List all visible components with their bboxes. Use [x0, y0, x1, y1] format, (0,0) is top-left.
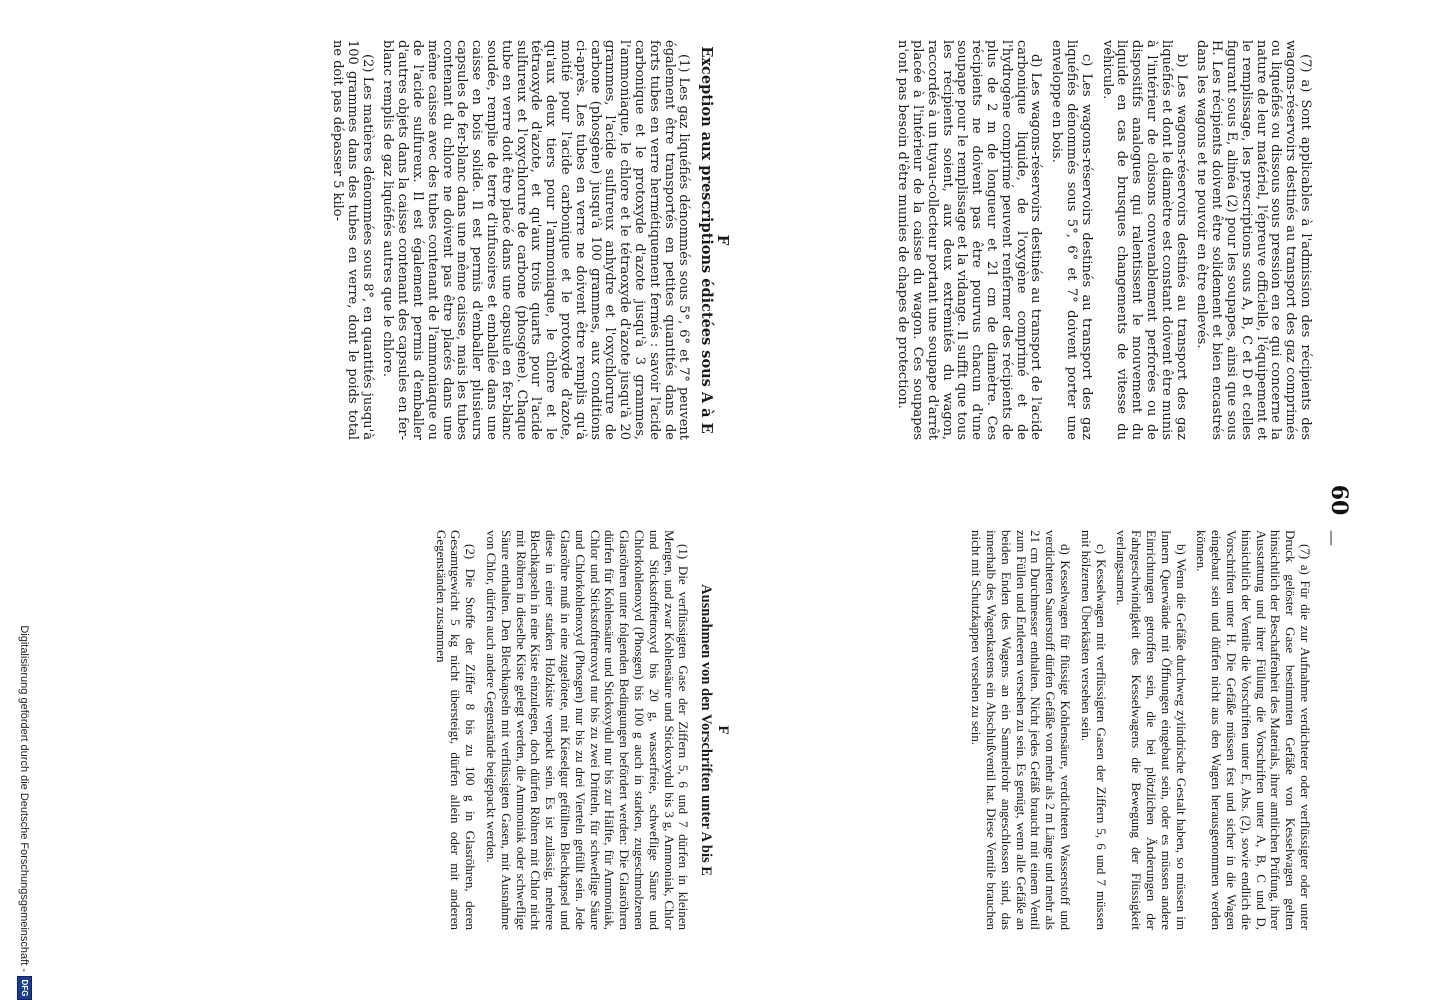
paragraph-7a-de: (7) a) Für die zur Aufnahme verdichteter oder verflüssigter oder unter Druck gelöster Gase bestimmten Gefäße von Kesselwagen gelten hinsichtlich der Beschaffenheit des Materials, ihrer amtlichen Prüfung, ihrer Ausstattung und ihrer Füllung die Vorschriften unter A, B, C und D, hinsichtlich der Ventile die Vorschriften unter E, Abs. (2), sowie endlich die Vorschriften unter H. Die Gefäße müssen fest und sicher in die Wagen eingebaut sein und dürfen nicht aus den Wagen herausgenommen werden können.: [1194, 530, 1313, 930]
dfg-logo: DFG: [17, 976, 32, 1000]
french-column-top: [888, 40, 1312, 440]
paragraph-7c-de: c) Kesselwagen mit verflüssigten Gasen der Ziffern 5, 6 und 7 müssen mit hölzernen Überkästen versehen sein.: [1078, 530, 1109, 930]
paragraph-7d-de: d) Kesselwagen für flüssige Kohlensäure, verdichteten Wasserstoff und verdichteten Sauerstoff dürfen Gefäße von mehr als 2 m Länge und mehr als 21 cm Durchmesser enthalten. Nicht jedes Gefäß braucht mit einem Ventil zum Füllen und Entleeren versehen zu sein. Es genügt, wenn alle Gefäße an beiden Enden des Wagens an ein Sammelrohr angeschlossen sind, das innerhalb des Wagenkastens ein Abschlußventil hat. Diese Ventile brauchen nicht mit Schutzkappen versehen zu sein.: [969, 530, 1074, 930]
paragraph-f1-de: (1) Die verflüssigten Gase der Ziffern 5, 6 und 7 dürfen in kleinen Mengen, und zwar Kohlensäure und Stickoxydul bis 3 g, Ammoniak, Chlor und Stickstofftetroxyd bis 20 g, wasserfreie, schweflige Säure und Chlorkohlenoxyd (Phosgen) bis 100 g auch in starken, zugeschmolzenen Glasröhren unter folgenden Bedingungen befördert werden: Die Glasröhren dürfen für Kohlensäure und Stickoxydul nur bis zur Hälfte, für Ammoniak, Chlor und Stickstofftetroxyd nur bis zu zwei Dritteln, für schweflige Säure und Chlorkohlenoxyd (Phosgen) nur bis zu drei Vierteln gefüllt sein. Jede Glasröhre muß in eine zugelötete, mit Kieselgur gefüllten Blechkapsel und diese in einer starken Holzkiste verpackt sein. Es ist zulässig, mehrere Blechkapseln in eine Kiste einzulegen, doch dürfen Röhren mit Chlor nicht mit Röhren in dieselbe Kiste gelegt werden, die Ammoniak oder schweflige Säure enthalten. Den Blechkapseln mit verflüssigten Gasen, mit Ausnahme von Chlor, dürfen auch andere Gegenstände beigepackt werden.: [484, 530, 692, 930]
french-column-bottom: [323, 40, 736, 440]
section-title: Exception aux prescriptions édictées sous A à E: [698, 46, 716, 434]
paragraph-7d: d) Les wagons-réservoirs destinés au transport de l'acide carbonique liquide, de l'oxygène comprimé et de l'hydrogène comprimé peuvent renfermer des récipients de plus de 2 m de longueur et 21 cm de diamètre. Ces récipients ne doivent pas être pourvus chacun d'une soupape pour le remplissage et la vidange. Il suffit que tous les récipients soient, aux deux extrémités du wagon, raccordés à un tuyau-collecteur portant une soupape d'arrêt placée à l'intérieur de la caisse du wagon. Ces soupapes n'ont pas besoin d'être munies de chapes de protection.: [895, 40, 1044, 440]
german-column-bottom: [427, 530, 736, 930]
paragraph-7b-de: b) Wenn die Gefäße durchweg zylindrische Gestalt haben, so müssen im Innern Querwände mit Öffnungen eingebaut sein, oder es müssen andere Einrichtungen getroffen sein, die bei plötzlichen Änderungen der Fahrgeschwindigkeit des Kesselwagens die Bewegung der Flüssigkeit verlangsamen.: [1114, 530, 1189, 930]
paragraph-f2-de: (2) Die Stoffe der Ziffer 8 bis zu 100 g in Glasröhren, deren Gesamtgewicht 5 kg nicht übersteigt, dürfen allein oder mit anderen Gegenständen zusammen: [433, 530, 479, 930]
section-letter: F: [714, 234, 732, 246]
section-title-de: Ausnahmen von den Vorschriften unter A bis E: [698, 584, 715, 876]
paragraph-7b: b) Les wagons-réservoirs destinés au transport des gaz liquéfiés et dont le diamètre est constant doivent être munis à l'intérieur de cloisons convenablement perforées ou de dispositifs analogues qui ralentissent le mouvement du liquide en cas de brusques changements de vitesse du véhicule.: [1099, 40, 1189, 440]
paragraph-7c: c) Les wagons-réservoirs destinés au transport des gaz liquéfiés dénommés sous 5°, 6° et 7° doivent porter une enveloppe en bois.: [1049, 40, 1094, 440]
digitization-footer: [17, 0, 32, 1000]
page-number-dash: —: [1323, 530, 1342, 546]
german-column-top: [962, 530, 1312, 930]
paragraph-f1: (1) Les gaz liquéfiés dénommés sous 5°, 6° et 7° peuvent également être transportés en petites quantités dans de forts tubes en verre hermétiquement fermés : savoir l'acide carbonique et le protoxyde d'azote jusqu'à 3 grammes, l'ammoniaque, le chlore et le tétraoxyde d'azote jusqu'à 20 grammes, l'acide sulfureux anhydre et l'oxychlorure de carbone (phosgène) jusqu'à 100 grammes, aux conditions ci-après. Les tubes en verre ne doivent être remplis qu'à moitié pour l'acide carbonique et le protoxyde d'azote, qu'aux deux tiers pour l'ammoniaque, le chlore et le tétraoxyde d'azote, et qu'aux trois quarts pour l'acide sulfureux et l'oxychlorure de carbone (phosgène). Chaque tube en verre doit être placé dans une capsule en fer-blanc soudée, remplie de terre d'infusoires et emballée dans une caisse en bois solide. Il est permis d'emballer plusieurs capsules de fer-blanc dans une même caisse, mais les tubes contenant du chlore ne doivent pas être placés dans une même caisse avec des tubes contenant de l'ammoniaque ou de l'acide sulfureux. Il est également permis d'emballer d'autres objets dans la caisse contenant des capsules en fer-blanc remplis de gaz liquéfiés autres que le chlore.: [380, 40, 692, 440]
footer-text: Digitalisierung gefördert durch die Deutsche Forschungsgemeinschaft -: [18, 625, 31, 972]
page-number: 60: [1326, 484, 1352, 516]
section-letter-de: F: [715, 725, 731, 735]
paragraph-f2: (2) Les matières dénommées sous 8°, en quantités jusqu'à 100 grammes dans des tubes en verre, dont le poids total ne doit pas dépasser 5 kilo-: [330, 40, 375, 440]
paragraph-7a: (7) a) Sont applicables à l'admission des récipients des wagons-réservoirs destinés au transport des gaz comprimés ou liquéfiés ou dissous sous pression en ce qui concerne la nature de leur matériel, l'épreuve officielle, l'équipement et le remplissage, les prescriptions sous A, B, C et D et celles figurant sous E, alinéa (2) pour les soupapes, ainsi que sous H. Les récipients doivent être solidement et bien encastrés dans les wagons et ne pouvoir en être enlevés.: [1194, 40, 1313, 440]
